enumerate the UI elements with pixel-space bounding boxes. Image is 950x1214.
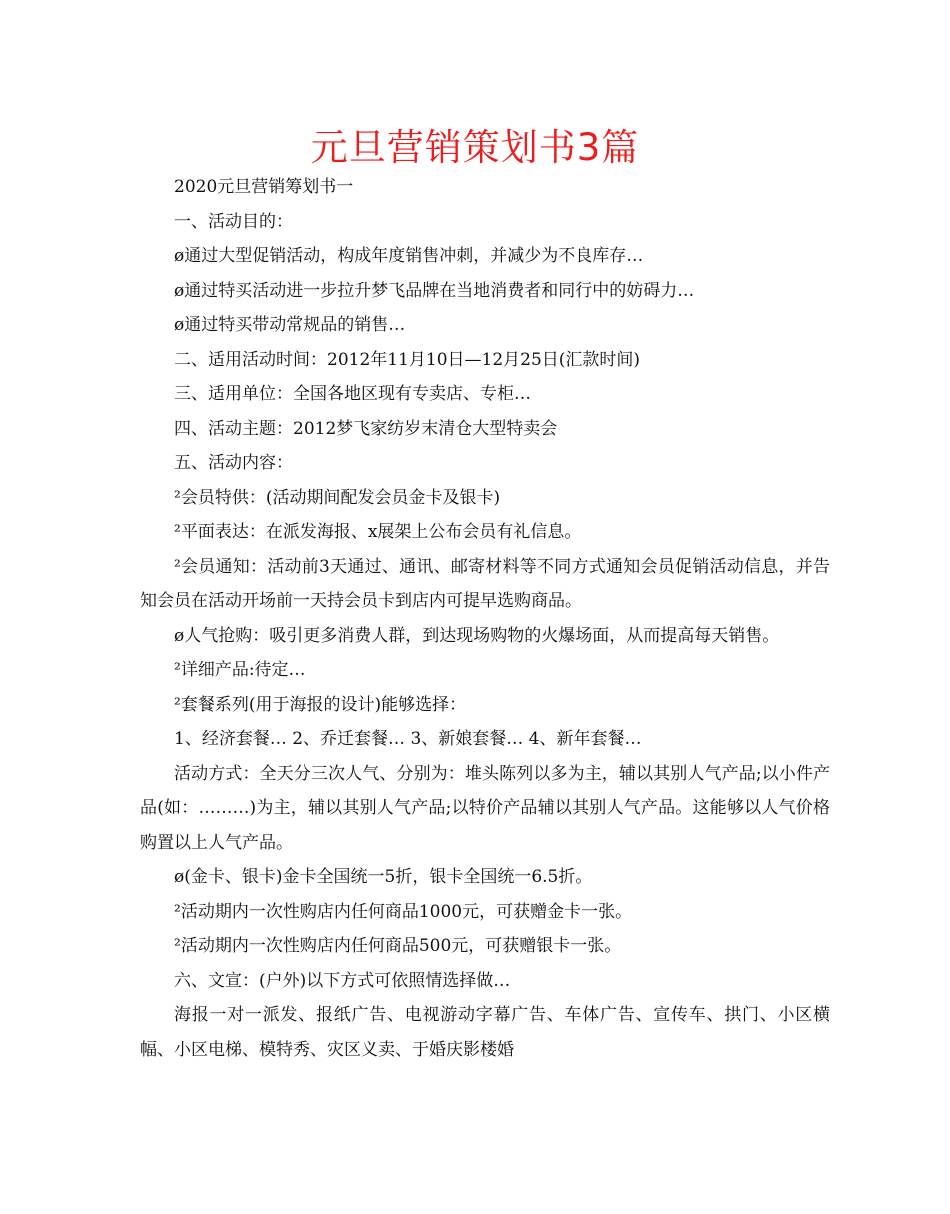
paragraph: ²会员特供：(活动期间配发会员金卡及银卡) [174,487,501,508]
paragraph: ²会员通知：活动前3天通过、通讯、邮寄材料等不同方式通知会员促销活动信息，并告知会员在活动开场前一天持会员卡到店内可提早选购商品。 [140,556,830,611]
paragraph: ø(金卡、银卡)金卡全国统一5折，银卡全国统一6.5折。 [174,867,593,887]
paragraph: ²活动期内一次性购店内任何商品1000元，可获赠金卡一张。 [174,901,633,922]
paragraph: 六、文宣：(户外)以下方式可依照情选择做… [174,970,511,991]
paragraph: 三、适用单位：全国各地区现有专卖店、专柜… [174,384,531,404]
paragraph: ø通过特买带动常规品的销售… [174,315,406,335]
paragraph: ²套餐系列(用于海报的设计)能够选择： [174,694,467,715]
paragraph: ø人气抢购：吸引更多消费人群，到达现场购物的火爆场面，从而提高每天销售。 [174,625,780,646]
paragraph-heading: 2020元旦营销筹划书一 [174,177,354,197]
paragraph: 一、活动目的： [174,211,293,232]
paragraph: ²活动期内一次性购店内任何商品500元，可获赠银卡一张。 [174,936,622,956]
paragraph: 四、活动主题：2012梦飞家纺岁末清仓大型特卖会 [174,418,558,439]
document-body [140,170,830,1067]
paragraph: ø通过大型促销活动，构成年度销售冲刺，并减少为不良库存… [174,246,644,266]
document-title: 元旦营销策划书3篇 [310,126,640,169]
paragraph: 海报一对一派发、报纸广告、电视游动字幕广告、车体广告、宣传车、拱门、小区横幅、小区电梯、模特秀、灾区义卖、于婚庆影楼婚 [140,1005,830,1060]
paragraph: 二、适用活动时间：2012年11月10日—12月25日(汇款时间) [174,349,641,370]
paragraph: 活动方式：全天分三次人气、分别为：堆头陈列以多为主，辅以其别人气产品;以小件产品(如：………)为主，辅以其别人气产品;以特价产品辅以其别人气产品。这能够以人气价格购置以上人气产品。 [140,763,830,853]
paragraph: ²详细产品:待定… [174,660,306,680]
paragraph: 1、经济套餐… 2、乔迁套餐… 3、新娘套餐… 4、新年套餐… [174,729,642,749]
paragraph: 五、活动内容： [174,453,293,473]
paragraph: ø通过特买活动进一步拉升梦飞品牌在当地消费者和同行中的妨碍力… [174,280,695,301]
paragraph: ²平面表达：在派发海报、x展架上公布会员有礼信息。 [174,522,582,542]
